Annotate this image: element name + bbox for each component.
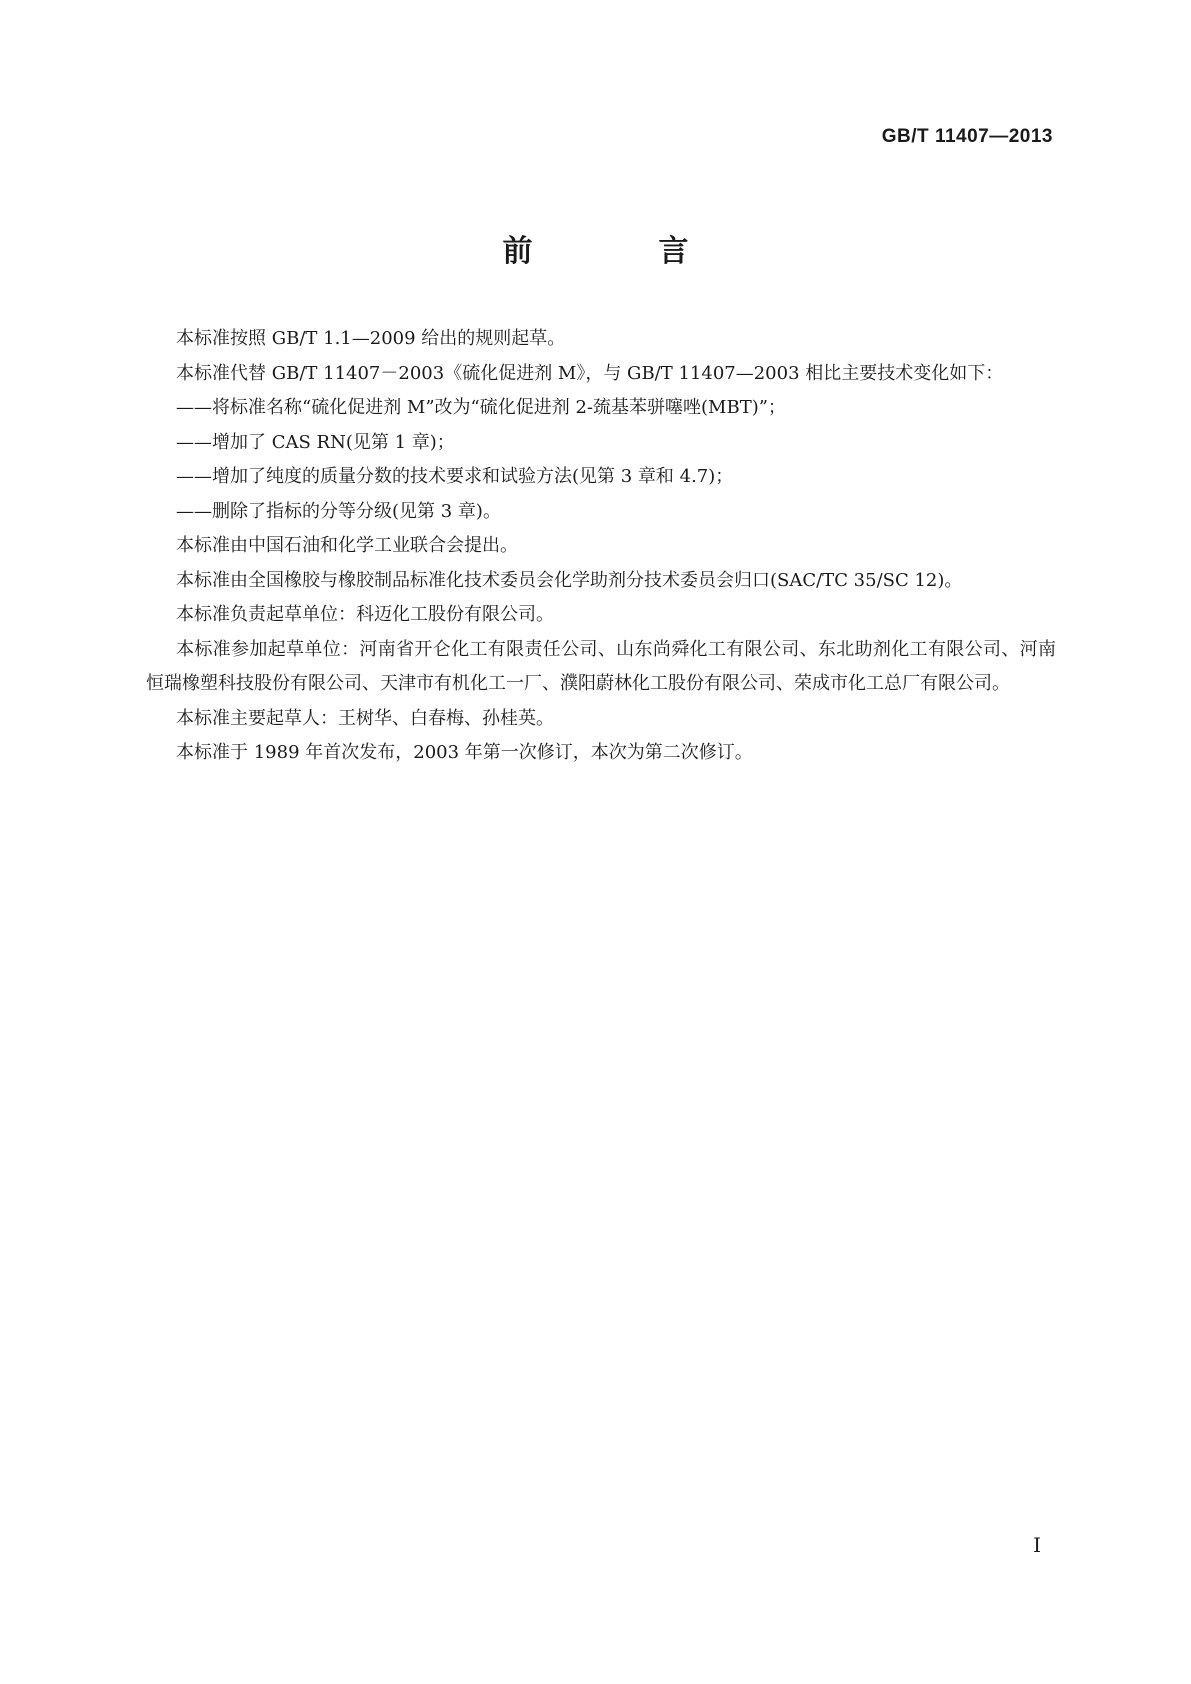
foreword-body (146, 322, 1056, 771)
page-number: I (1033, 1533, 1041, 1557)
change-item-cas: ——增加了 CAS RN(见第 1 章)； (176, 431, 455, 453)
change-item-purity: ——增加了纯度的质量分数的技术要求和试验方法(见第 3 章和 4.7)； (176, 466, 734, 487)
paragraph-proposed-by: 本标准由中国石油和化学工业联合会提出。 (176, 535, 518, 556)
change-item-name: ——将标准名称“硫化促进剂 M”改为“硫化促进剂 2-巯基苯骈噻唑(MBT)”； (176, 397, 786, 418)
paragraph-drafting-rules: 本标准按照 GB/T 1.1—2009 给出的规则起草。 (176, 328, 566, 349)
paragraph-replaces: 本标准代替 GB/T 11407－2003《硫化促进剂 M》，与 GB/T 11407—2003 相比主要技术变化如下： (176, 362, 1004, 384)
change-item-grading: ——删除了指标的分等分级(见第 3 章)。 (176, 500, 501, 522)
page-title: 前 言 (502, 234, 737, 269)
paragraph-responsible-drafter: 本标准负责起草单位：科迈化工股份有限公司。 (176, 604, 554, 625)
paragraph-under-jurisdiction: 本标准由全国橡胶与橡胶制品标准化技术委员会化学助剂分技术委员会归口(SAC/TC 35/SC 12)。 (176, 569, 963, 591)
paragraph-participating-drafters: 本标准参加起草单位：河南省开仑化工有限责任公司、山东尚舜化工有限公司、东北助剂化工有限公司、河南恒瑞橡塑科技股份有限公司、天津市有机化工一厂、濮阳蔚林化工股份有限公司、荣成市化工总厂有限公司。 (146, 638, 1056, 694)
standard-code: GB/T 11407—2013 (881, 126, 1053, 147)
paragraph-publication-history: 本标准于 1989 年首次发布，2003 年第一次修订，本次为第二次修订。 (176, 742, 753, 763)
paragraph-main-drafters: 本标准主要起草人：王树华、白春梅、孙桂英。 (176, 707, 554, 729)
